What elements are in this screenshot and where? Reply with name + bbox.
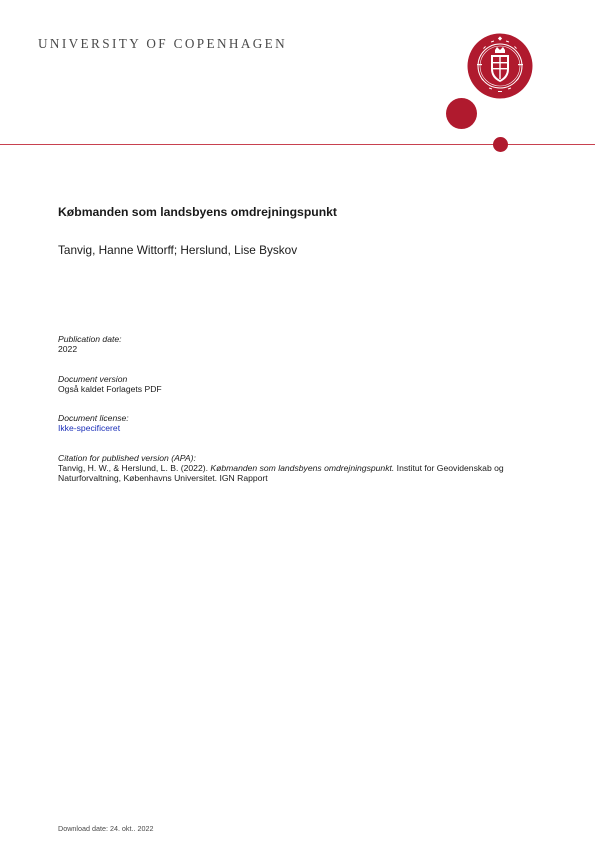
download-date: Download date: 24. okt.. 2022 (58, 824, 154, 833)
citation-title: Købmanden som landsbyens omdrejningspunkt. (210, 463, 395, 474)
ku-seal-icon (467, 33, 533, 99)
university-name: UNIVERSITY OF COPENHAGEN (38, 36, 288, 51)
publication-date-label: Publication date: (58, 334, 122, 344)
document-license-link[interactable]: Ikke-specificeret (58, 423, 121, 434)
decorative-red-circle-small (493, 137, 508, 152)
citation-section (58, 453, 538, 484)
document-title: Købmanden som landsbyens omdrejningspunkt (58, 205, 337, 219)
publication-date-value: 2022 (58, 344, 78, 355)
decorative-red-circle-large (446, 98, 477, 129)
citation-prefix: Tanvig, H. W., & Herslund, L. B. (2022). (58, 463, 211, 474)
document-version-value: Også kaldet Forlagets PDF (58, 384, 162, 395)
document-authors: Tanvig, Hanne Wittorff; Herslund, Lise Byskov (58, 243, 298, 257)
document-version-label: Document version (58, 374, 128, 384)
document-license-section (58, 413, 129, 433)
publication-date-section (58, 334, 122, 354)
citation-suffix: Institut for Geovidenskab og Naturforvaltning, Københavns Universitet. IGN Rapport (58, 463, 504, 484)
citation-text (58, 463, 538, 483)
citation-label: Citation for published version (APA): (58, 453, 196, 463)
document-license-label: Document license: (58, 413, 129, 423)
document-version-section (58, 374, 162, 394)
